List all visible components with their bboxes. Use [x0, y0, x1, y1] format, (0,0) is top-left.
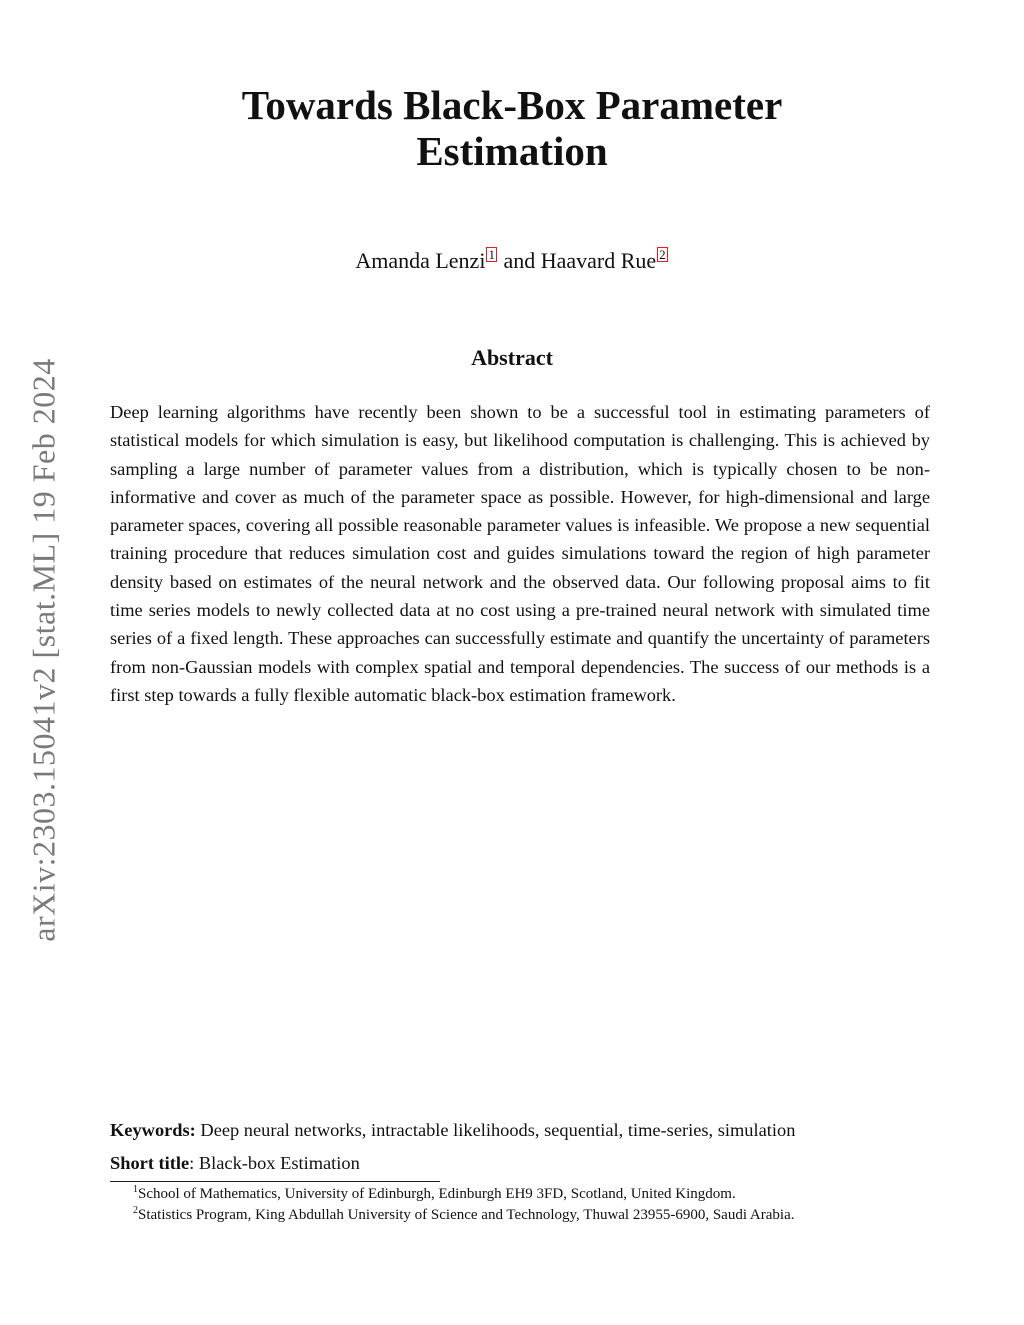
author-name-2: Haavard Rue [540, 248, 657, 273]
footnotes [133, 1184, 795, 1226]
footnote-link-1[interactable]: 1 [488, 247, 495, 262]
footnote-1-mark: 1 [133, 1184, 138, 1195]
short-title-text: : Black-box Estimation [189, 1153, 360, 1173]
keywords-text: Deep neural networks, intractable likelihoods, sequential, time-series, simulation [195, 1120, 796, 1140]
keywords-label: Keywords: [110, 1120, 196, 1140]
footnote-link-2[interactable]: 2 [659, 247, 666, 262]
footnote-2-mark: 2 [133, 1205, 138, 1216]
footnote-1-text: School of Mathematics, University of Edinburgh, Edinburgh EH9 3FD, Scotland, United Kingdom. [138, 1186, 736, 1202]
abstract-heading: Abstract [471, 345, 553, 370]
author-list [0, 247, 1024, 274]
short-title-line [110, 1151, 360, 1175]
short-title-label: Short title [110, 1153, 190, 1173]
footnote-2-text: Statistics Program, King Abdullah University of Science and Technology, Thuwal 23955-6900, Saudi Arabia. [138, 1207, 795, 1223]
paper-title [0, 82, 1024, 174]
abstract-body: Deep learning algorithms have recently been shown to be a successful tool in estimating parameters of statistical models for which simulation is easy, but likelihood computation is challenging. This is achieved by sampling a large number of parameter values from a distribution, which is typically chosen to be non-informative and cover as much of the parameter space as possible. However, for high-dimensional and large parameter spaces, covering all possible reasonable parameter values is infeasible. We propose a new sequential training procedure that reduces simulation cost and guides simulations toward the region of high parameter density based on estimates of the neural network and the observed data. Our following proposal aims to fit time series models to newly collected data at no cost using a pre-trained neural network with simulated time series of a fixed length. These approaches can successfully estimate and quantify the uncertainty of parameters from non-Gaussian models with complex spatial and temporal dependencies. The success of our methods is a first step towards a fully flexible automatic black-box estimation framework. [110, 402, 930, 705]
footnote-divider [110, 1181, 440, 1182]
arxiv-identifier-stamp: arXiv:2303.15041v2 [stat.ML] 19 Feb 2024 [25, 358, 62, 942]
keywords-line [110, 1118, 940, 1142]
paper-title-line-2: Estimation [416, 128, 608, 174]
paper-title-line-1: Towards Black-Box Parameter [241, 82, 783, 128]
author-name-1: Amanda Lenzi [355, 248, 486, 273]
footnote-2 [133, 1205, 795, 1226]
author-connector: and [497, 248, 541, 273]
footnote-1 [133, 1184, 795, 1205]
